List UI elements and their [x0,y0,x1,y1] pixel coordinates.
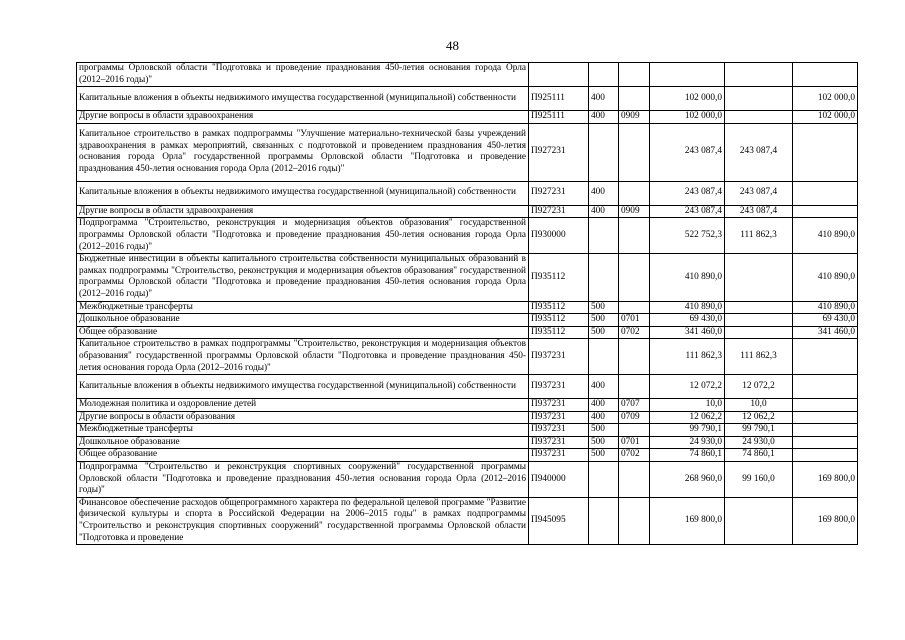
row-description: Капитальные вложения в объекты недвижимого имущества государственной (муниципальной) собственности [77,181,529,205]
expense-type: 400 [589,375,619,399]
amount-regional: 111 862,3 [725,218,793,254]
amount-total: 522 752,3 [650,218,725,254]
expense-type [589,123,619,181]
row-description: Дошкольное образование [77,436,529,449]
section-code: 0701 [619,436,650,449]
amount-regional: 99 160,0 [725,462,793,498]
amount-total: 102 000,0 [650,87,725,111]
row-description: Финансовое обеспечение расходов общепрограммного характера по федеральной целевой программе "Развитие физической культуры и спорта в Российской Федерации на 2006–2015 годы" в рамках подпрограммы "Строительство и реконструкция спортивных сооружений" государственной программы Орловской области "Подготовка и проведение [77,497,529,544]
amount-federal: 102 000,0 [793,87,858,111]
section-code [619,63,650,87]
amount-regional: 243 087,4 [725,123,793,181]
amount-federal [793,181,858,205]
section-code: 0909 [619,111,650,124]
target-code: П937231 [529,424,589,437]
expense-type: 500 [589,449,619,462]
table-row [77,205,858,218]
amount-total: 243 087,4 [650,205,725,218]
amount-total: 74 860,1 [650,449,725,462]
table-row [77,411,858,424]
section-code [619,218,650,254]
amount-total: 102 000,0 [650,111,725,124]
section-code: 0702 [619,326,650,339]
row-description: Подпрограмма "Строительство и реконструкция спортивных сооружений" государственной программы Орловской области "Подготовка и проведение празднования 450-летия основания города Орла (2012–2016 годы)" [77,462,529,498]
expense-type: 400 [589,111,619,124]
table-row [77,436,858,449]
amount-regional: 24 930,0 [725,436,793,449]
target-code: П925111 [529,111,589,124]
amount-total [650,63,725,87]
amount-regional: 99 790,1 [725,424,793,437]
amount-total: 410 890,0 [650,301,725,314]
page-number: 48 [446,38,459,53]
target-code: П935112 [529,326,589,339]
table-row [77,497,858,544]
amount-regional [725,497,793,544]
section-code [619,497,650,544]
target-code: П937231 [529,339,589,375]
target-code: П927231 [529,205,589,218]
section-code [619,462,650,498]
amount-total: 169 800,0 [650,497,725,544]
section-code: 0702 [619,449,650,462]
amount-total: 111 862,3 [650,339,725,375]
target-code: П937231 [529,411,589,424]
target-code: П940000 [529,462,589,498]
target-code: П937231 [529,436,589,449]
amount-total: 69 430,0 [650,314,725,327]
target-code: П937231 [529,399,589,412]
table-row [77,339,858,375]
amount-regional: 74 860,1 [725,449,793,462]
expense-type [589,218,619,254]
section-code [619,87,650,111]
row-description: Общее образование [77,449,529,462]
section-code: 0709 [619,411,650,424]
expense-type [589,497,619,544]
expense-type [589,63,619,87]
amount-total: 12 072,2 [650,375,725,399]
section-code [619,181,650,205]
section-code [619,123,650,181]
expense-type: 500 [589,314,619,327]
expense-type: 400 [589,399,619,412]
section-code: 0707 [619,399,650,412]
table-row [77,254,858,301]
row-description: Молодежная политика и оздоровление детей [77,399,529,412]
target-code: П927231 [529,123,589,181]
expense-type: 400 [589,181,619,205]
target-code: П937231 [529,375,589,399]
budget-table [76,62,858,545]
row-description: Бюджетные инвестиции в объекты капитального строительства собственности муниципальных образований в рамках подпрограммы "Строительство, реконструкция и модернизация объектов образования" государственной программы Орловской области "Подготовка и проведение празднования 450-летия основания города Орла (2012–2016 годы)" [77,254,529,301]
row-description: Подпрограмма "Строительство, реконструкция и модернизация объектов образования" государственной программы Орловской области "Подготовка и проведение празднования 450-летия основания города Орла (2012–2016 годы)" [77,218,529,254]
amount-total: 12 062,2 [650,411,725,424]
target-code: П935112 [529,301,589,314]
amount-total: 268 960,0 [650,462,725,498]
row-description: Общее образование [77,326,529,339]
table-row [77,218,858,254]
expense-type: 400 [589,205,619,218]
table-row [77,462,858,498]
row-description: Капитальные вложения в объекты недвижимого имущества государственной (муниципальной) собственности [77,375,529,399]
table-row [77,111,858,124]
amount-total: 341 460,0 [650,326,725,339]
table-row [77,399,858,412]
expense-type: 400 [589,87,619,111]
table-row [77,63,858,87]
table-row [77,424,858,437]
amount-total: 243 087,4 [650,123,725,181]
amount-federal: 69 430,0 [793,314,858,327]
amount-regional [725,326,793,339]
table-row [77,449,858,462]
amount-federal [793,436,858,449]
section-code: 0701 [619,314,650,327]
table-row [77,314,858,327]
amount-regional [725,301,793,314]
amount-regional [725,254,793,301]
amount-regional [725,111,793,124]
amount-federal: 341 460,0 [793,326,858,339]
expense-type: 400 [589,411,619,424]
amount-total: 24 930,0 [650,436,725,449]
amount-federal [793,375,858,399]
target-code: П935112 [529,314,589,327]
amount-total: 10,0 [650,399,725,412]
amount-total: 243 087,4 [650,181,725,205]
row-description: Межбюджетные трансферты [77,424,529,437]
table-row [77,181,858,205]
row-description: Другие вопросы в области здравоохранения [77,111,529,124]
section-code [619,375,650,399]
target-code: П927231 [529,181,589,205]
amount-total: 410 890,0 [650,254,725,301]
target-code: П925111 [529,87,589,111]
row-description: Другие вопросы в области образования [77,411,529,424]
amount-regional: 243 087,4 [725,181,793,205]
amount-federal: 169 800,0 [793,462,858,498]
amount-federal [793,424,858,437]
section-code [619,301,650,314]
section-code [619,339,650,375]
row-description: Межбюджетные трансферты [77,301,529,314]
expense-type: 500 [589,301,619,314]
section-code: 0909 [619,205,650,218]
row-description: Дошкольное образование [77,314,529,327]
amount-regional [725,314,793,327]
amount-federal [793,399,858,412]
amount-regional: 10,0 [725,399,793,412]
amount-federal: 410 890,0 [793,301,858,314]
amount-federal [793,339,858,375]
expense-type [589,339,619,375]
table-row [77,87,858,111]
amount-federal: 169 800,0 [793,497,858,544]
target-code: П935112 [529,254,589,301]
amount-federal [793,205,858,218]
expense-type: 500 [589,424,619,437]
amount-regional: 12 072,2 [725,375,793,399]
target-code: П930000 [529,218,589,254]
row-description: Капитальное строительство в рамках подпрограммы "Строительство, реконструкция и модернизация объектов образования" государственной программы Орловской области "Подготовка и проведение празднования 450-летия основания города Орла (2012–2016 годы)" [77,339,529,375]
amount-federal [793,63,858,87]
amount-regional: 243 087,4 [725,205,793,218]
row-description: Другие вопросы в области здравоохранения [77,205,529,218]
row-description: Капитальное строительство в рамках подпрограммы "Улучшение материально-технической базы учреждений здравоохранения в рамках мероприятий, связанных с подготовкой и проведением празднования 450-летия основания города Орла" государственной программы Орловской области "Подготовка и проведение празднования 450-летия основания города Орла (2012–2016 годы)" [77,123,529,181]
expense-type: 500 [589,436,619,449]
table-row [77,375,858,399]
target-code: П937231 [529,449,589,462]
target-code [529,63,589,87]
table-row [77,301,858,314]
amount-regional [725,63,793,87]
amount-federal [793,449,858,462]
amount-federal [793,123,858,181]
amount-regional: 111 862,3 [725,339,793,375]
expense-type [589,254,619,301]
amount-federal: 410 890,0 [793,218,858,254]
amount-federal: 410 890,0 [793,254,858,301]
table-row [77,123,858,181]
section-code [619,254,650,301]
amount-federal: 102 000,0 [793,111,858,124]
table-row [77,326,858,339]
section-code [619,424,650,437]
amount-federal [793,411,858,424]
expense-type [589,462,619,498]
row-description: программы Орловской области "Подготовка и проведение празднования 450-летия основания города Орла (2012–2016 годы)" [77,63,529,87]
target-code: П945095 [529,497,589,544]
amount-regional: 12 062,2 [725,411,793,424]
expense-type: 500 [589,326,619,339]
row-description: Капитальные вложения в объекты недвижимого имущества государственной (муниципальной) собственности [77,87,529,111]
amount-total: 99 790,1 [650,424,725,437]
amount-regional [725,87,793,111]
